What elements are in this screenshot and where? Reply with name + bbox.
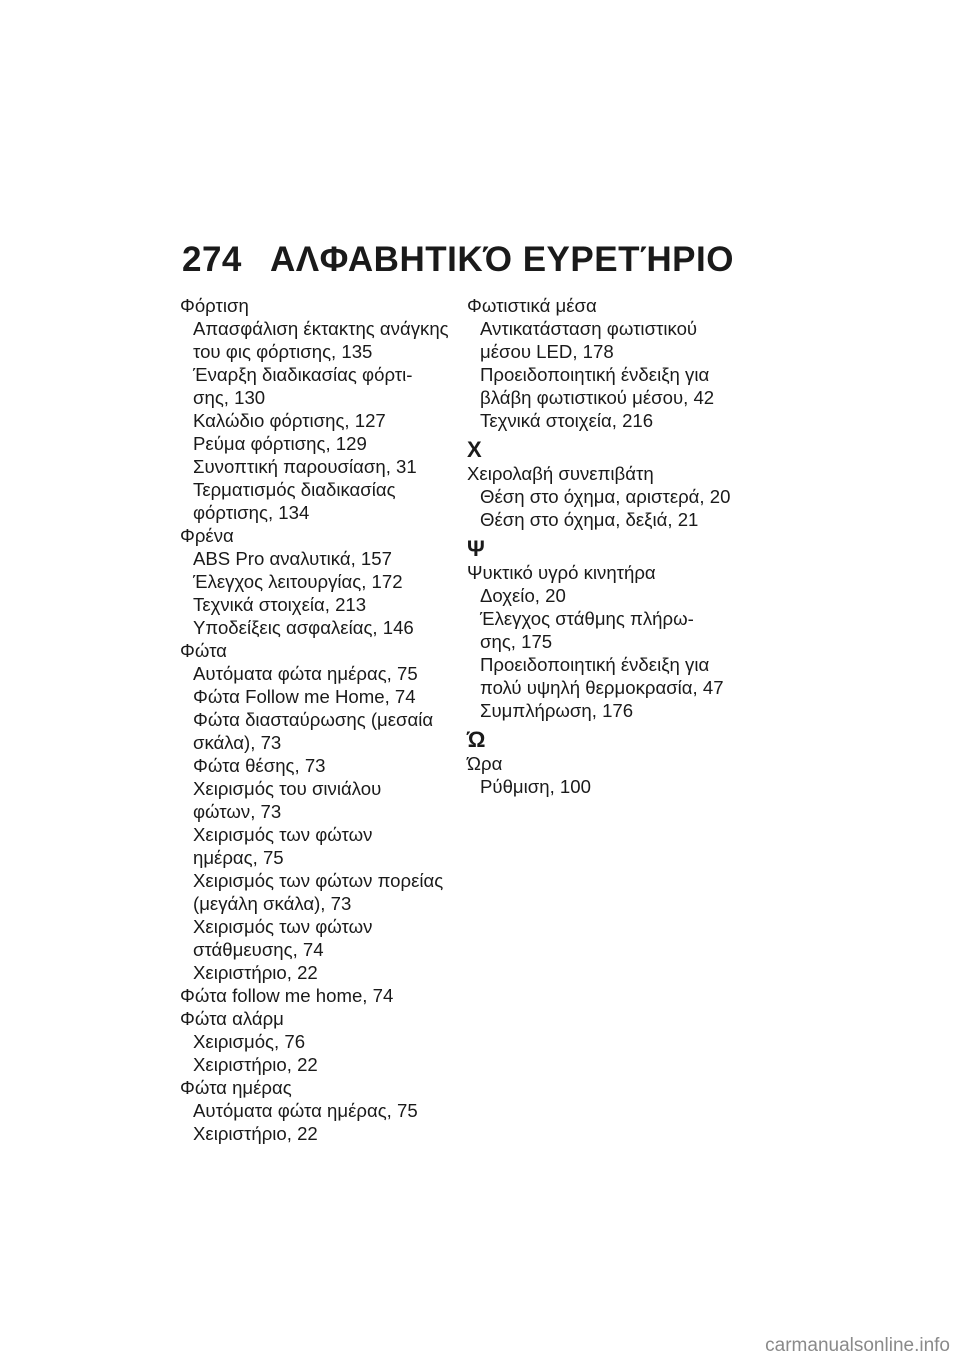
index-column-left — [180, 294, 449, 1145]
index-subentry: Χειρισμός των φώτων πορείας — [193, 870, 444, 891]
index-subentry: Ρεύμα φόρτισης, 129 — [193, 433, 367, 454]
page-number: 274 — [182, 240, 242, 279]
index-subentry: Τερματισμός διαδικασίας — [193, 479, 396, 500]
index-subentry: Χειρισμός, 76 — [193, 1031, 306, 1052]
index-term: Φώτα αλάρμ — [180, 1008, 284, 1029]
index-subentry: Χειριστήριο, 22 — [193, 962, 318, 983]
index-subentry: ABS Pro αναλυτικά, 157 — [193, 548, 392, 569]
index-subentry: Θέση στο όχημα, αριστερά, 20 — [480, 486, 731, 507]
index-letter-heading: Ώ — [467, 727, 486, 752]
index-subentry: Αυτόματα φώτα ημέρας, 75 — [193, 1100, 418, 1121]
index-subentry: Καλώδιο φόρτισης, 127 — [193, 410, 386, 431]
index-subentry: Φώτα Follow me Home, 74 — [193, 686, 416, 707]
index-term: Ψυκτικό υγρό κινητήρα — [467, 562, 656, 583]
index-subentry: Χειριστήριο, 22 — [193, 1123, 318, 1144]
index-term: Ώρα — [467, 753, 503, 774]
index-subentry: Υποδείξεις ασφαλείας, 146 — [193, 617, 414, 638]
index-subentry: Συμπλήρωση, 176 — [480, 700, 634, 721]
index-subentry: φόρτισης, 134 — [193, 502, 310, 523]
index-subentry: στάθμευσης, 74 — [193, 939, 324, 960]
index-term: Φώτα ημέρας — [180, 1077, 292, 1098]
index-subentry: Προειδοποιητική ένδειξη για — [480, 654, 710, 675]
index-subentry: Χειρισμός των φώτων — [193, 824, 373, 845]
index-subentry: βλάβη φωτιστικού μέσου, 42 — [480, 387, 715, 408]
index-subentry: πολύ υψηλή θερμοκρασία, 47 — [480, 677, 724, 698]
index-subentry: (μεγάλη σκάλα), 73 — [193, 893, 352, 914]
index-subentry: μέσου LED, 178 — [480, 341, 614, 362]
index-entry — [467, 462, 737, 531]
index-subentry: Φώτα διασταύρωσης (μεσαία — [193, 709, 434, 730]
index-term: Φώτα follow me home, 74 — [180, 985, 394, 1006]
index-subentry: Αντικατάσταση φωτιστικού — [480, 318, 698, 339]
index-subentry: Φώτα θέσης, 73 — [193, 755, 326, 776]
index-subentry: Έλεγχος λειτουργίας, 172 — [193, 571, 403, 592]
page-title: ΑΛΦΑΒΗΤΙΚΌ ΕΥΡΕΤΉΡΙΟ — [270, 240, 734, 279]
index-subentry: σης, 130 — [193, 387, 266, 408]
index-subentry: Έλεγχος στάθμης πλήρω- — [480, 608, 694, 629]
index-entry — [180, 984, 440, 1007]
watermark: carmanualsonline.info — [765, 1335, 950, 1356]
index-entry — [467, 752, 737, 798]
index-term: Χειρολαβή συνεπιβάτη — [467, 463, 654, 484]
index-subentry: Χειρισμός των φώτων — [193, 916, 373, 937]
index-entry — [467, 561, 737, 722]
index-subentry: Έναρξη διαδικασίας φόρτι- — [193, 364, 413, 385]
index-term: Φώτα — [180, 640, 227, 661]
index-entry — [180, 524, 440, 639]
index-subentry: Χειρισμός του σινιάλου — [193, 778, 382, 799]
index-term: Φόρτιση — [180, 295, 249, 316]
index-subentry: Χειριστήριο, 22 — [193, 1054, 318, 1075]
index-entry — [467, 294, 737, 432]
index-subentry: Αυτόματα φώτα ημέρας, 75 — [193, 663, 418, 684]
index-letter-heading: Χ — [467, 437, 482, 462]
index-subentry: Απασφάλιση έκτακτης ανάγκης — [193, 318, 449, 339]
index-subentry: σης, 175 — [480, 631, 553, 652]
index-subentry: Ρύθμιση, 100 — [480, 776, 591, 797]
index-letter-heading: Ψ — [467, 536, 485, 561]
index-column-right — [467, 294, 737, 798]
index-entry — [180, 639, 444, 984]
index-term: Φρένα — [180, 525, 234, 546]
index-subentry: Τεχνικά στοιχεία, 213 — [193, 594, 367, 615]
index-subentry: Τεχνικά στοιχεία, 216 — [480, 410, 654, 431]
page-header — [182, 240, 734, 280]
index-subentry: του φις φόρτισης, 135 — [193, 341, 373, 362]
index-entry — [180, 1076, 440, 1145]
index-entry — [180, 1007, 440, 1076]
index-term: Φωτιστικά μέσα — [467, 295, 597, 316]
index-subentry: Θέση στο όχημα, δεξιά, 21 — [480, 509, 699, 530]
index-subentry: σκάλα), 73 — [193, 732, 282, 753]
index-subentry: Προειδοποιητική ένδειξη για — [480, 364, 710, 385]
index-subentry: Συνοπτική παρουσίαση, 31 — [193, 456, 417, 477]
index-subentry: φώτων, 73 — [193, 801, 282, 822]
index-entry — [180, 294, 449, 524]
index-subentry: Δοχείο, 20 — [480, 585, 566, 606]
index-subentry: ημέρας, 75 — [193, 847, 284, 868]
